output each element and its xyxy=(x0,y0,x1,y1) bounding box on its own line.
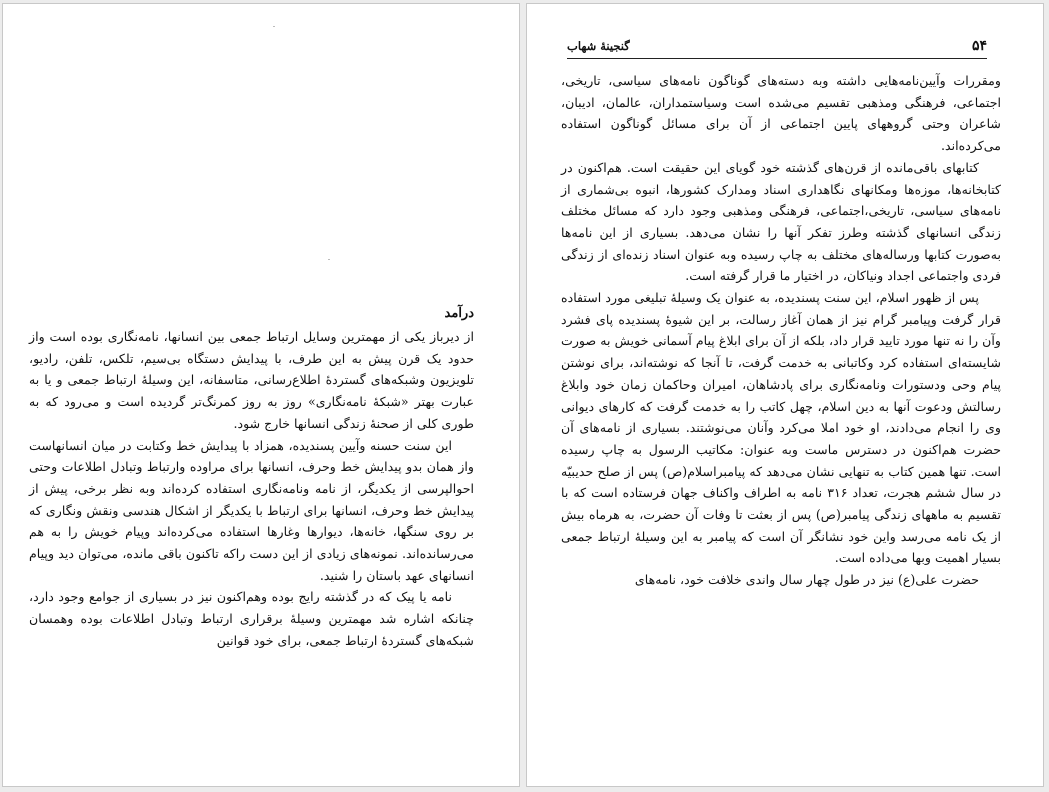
paragraph: از دیرباز یکی از مهمترین وسایل ارتباط جمعی بین انسانها، نامه‌نگاری بوده است واز حدود یک قرن پیش به این طرف، با پیدایش دستگاه بی‌سیم، تلکس، تلفن، رادیو، تلویزیون وشبکه‌های گستردهٔ اطلاع‌رسانی، متاسفانه، این وسیلهٔ ارتباط جمعی و یا به عبارت بهتر «شبکهٔ نامه‌نگاری» روز به روز کمرنگ‌تر گردیده است و می‌رود که به طوری کلی از صحنهٔ زندگی انسانها خارج شود. xyxy=(29,329,474,431)
paragraph: این سنت حسنه وآیین پسندیده، همزاد با پیدایش خط وکتابت در میان انسانهاست واز همان بدو پیدایش خط وحرف، انسانها برای مراوده وارتباط وتبادل اطلاعات وحتی احوالپرسی از یکدیگر، از نامه ونامه‌نگاری استفاده کرده‌اند وبه نظر برخی، پیش از پیدایش خط وحرف، انسانها برای ارتباط با یکدیگر از اشکال هندسی ونقش ونگاری که بر روی سنگها، خانه‌ها، دیوارها وغارها استفاده می‌کرده‌اند وپیام خویش را به هم می‌رسانده‌اند. نمونه‌های زیادی از این دست راکه تاکنون باقی مانده، می‌توان دید وپیام انسانهای عهد باستان را شنید. xyxy=(29,437,474,583)
paragraph: کتابهای باقی‌مانده از قرن‌های گذشته خود گویای این حقیقت است. هم‌اکنون در کتابخانه‌ها، موزه‌ها ومکانهای نگاهداری اسناد ومدارک کشورها، انبوه بی‌شماری از نامه‌های سیاسی، تاریخی،اجتماعی، فرهنگی ومذهبی وجود دارد که مسائل مختلف زندگی انسانهای گذشته وطرز تفکر آنها را نشان می‌دهد. بسیاری از این نامه‌ها به‌صورت کتابها ورساله‌های مختلف به چاپ رسیده وبه عنوان اسناد زنده‌ای از زندگی فردی واجتماعی اجداد ونیاکان، در اختیار ما قرار گرفته است. xyxy=(561,159,1001,284)
page-number: ۵۴ xyxy=(971,38,987,54)
right-page xyxy=(526,3,1044,787)
paragraph: نامه یا پیک که در گذشته رایج بوده وهم‌اکنون نیز در بسیاری از جوامع وجود دارد، چنانکه اشاره شد مهمترین وسیلهٔ برقراری ارتباط وتبادل اطلاعات بوده وهمسان شبکه‌های گستردهٔ ارتباط جمعی، برای خود قوانین xyxy=(29,589,474,648)
left-page-body xyxy=(29,304,474,652)
running-title: گنجینهٔ شهاب xyxy=(567,39,630,53)
left-page xyxy=(2,3,520,787)
scan-speck xyxy=(273,26,275,27)
paragraph: حضرت علی(ع) نیز در طول چهار سال واندی خلافت خود، نامه‌های xyxy=(634,572,979,588)
paragraph: ومقررات وآیین‌نامه‌هایی داشته وبه دسته‌های گوناگون نامه‌های سیاسی، تاریخی، اجتماعی، فرهنگی ومذهبی تقسیم می‌شده است وسیاستمداران، عالمان، ادیبان، شاعران وحتی گروههای پایین اجتماعی از آن برای مسائل گوناگون استفاده می‌کرده‌اند. xyxy=(561,73,1001,154)
page-header xyxy=(567,38,987,59)
paragraph: پس از ظهور اسلام، این سنت پسندیده، به عنوان یک وسیلهٔ تبلیغی مورد استفاده قرار گرفت وپیامبر گرام نیز از همان آغاز رسالت، بر این شیوهٔ پسندیده پای فشرد وآن را نه تنها مورد تایید قرار داد، بلکه از آن برای ابلاغ پیام آسمانی خویش به صورت شایسته‌ای استفاده کرد وکاتبانی به خدمت گرفت، تا آنجا که نوشته‌اند، برای نوشتن پیام وحی ودستورات ونامه‌نگاری برای پادشاهان، امیران وحاکمان زمان خود وابلاغ رسالتش ودعوت آنها به دین اسلام، چهل کاتب را به خدمت گرفت که کارهای دیوانی وی را انجام می‌دادند، او خود املا می‌کرد وآنان می‌نوشتند. بسیاری از نامه‌های آن حضرت هم‌اکنون در دسترس ماست وبه عنوان: مکاتیب الرسول به چاپ رسیده است. تنها همین کتاب به تنهایی نشان می‌دهد که پیامبراسلام(ص) پس از صلح حدیبیّه در سال ششم هجرت، تعداد ۳۱۶ نامه به اطراف واکناف جهان فرستاده است که با تقسیم به ماههای زندگی پیامبر(ص) پس از بعثت تا وفات آن حضرت، به هرماه بیش از یک نامه می‌رسد واین خود نشانگر آن است که پیامبر به این وسیلهٔ ارتباط جمعی بسیار اهمیت وبها می‌داده است. xyxy=(561,290,1002,566)
right-page-body xyxy=(561,70,1001,591)
section-heading: درآمد xyxy=(444,306,474,321)
scan-speck xyxy=(328,259,330,260)
